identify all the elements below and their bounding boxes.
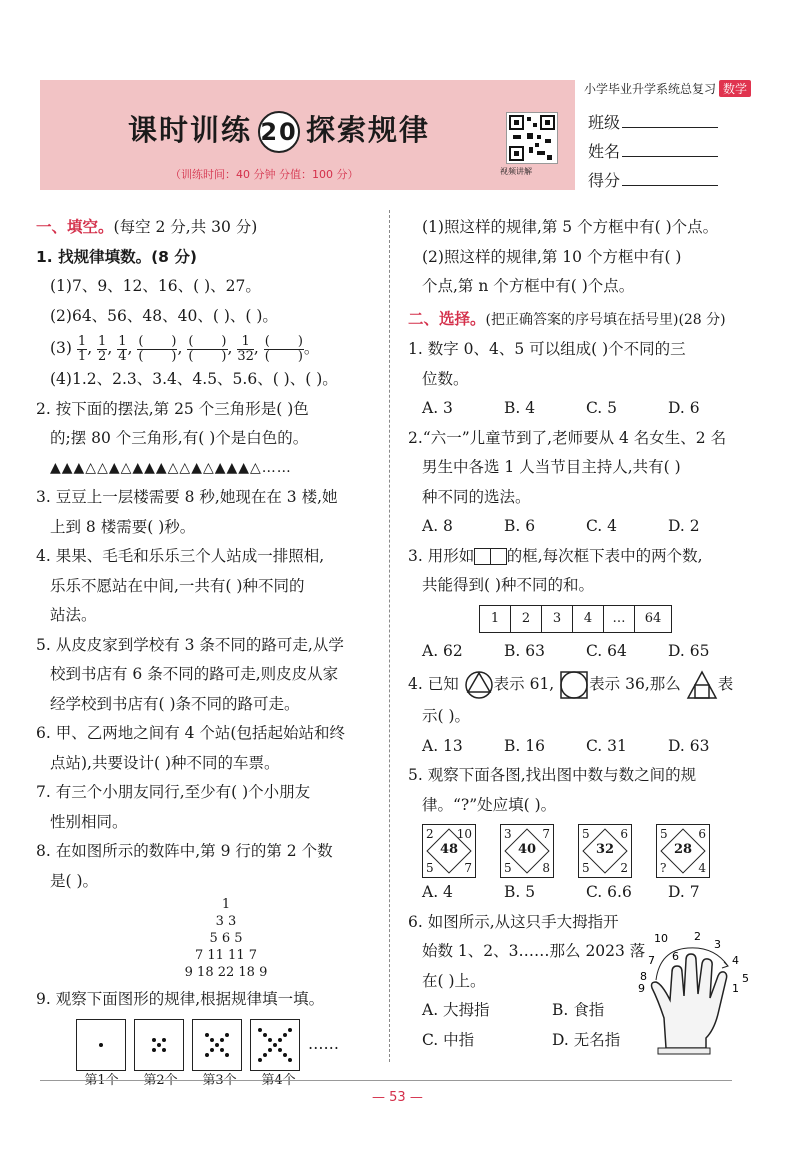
q4-line2: 乐乐不愿站在中间,一共有( )种不同的 — [50, 576, 305, 595]
option-d[interactable]: D. 65 — [668, 641, 710, 660]
table-cell: 3 — [541, 605, 573, 633]
q9-line1: 9. 观察下面图形的规律,根据规律填一填。 — [36, 990, 325, 1008]
table-cell: 2 — [510, 605, 542, 633]
fraction-blank: $\frac{( )}{( )}$ — [138, 333, 177, 364]
option-c[interactable]: C. 5 — [586, 399, 618, 417]
option-c[interactable]: C. 64 — [586, 641, 627, 660]
qr-code-icon[interactable] — [506, 112, 558, 164]
number-square: 5 6 32 5 2 — [578, 824, 632, 878]
s2-q4-options — [408, 732, 768, 762]
footer-rule — [40, 1080, 732, 1081]
circle-in-square-icon — [559, 670, 589, 700]
dot-pattern-row — [76, 1019, 381, 1071]
pyramid-row: 9 18 22 18 9 — [184, 965, 268, 980]
q9-sub3: 个点,第 n 个方框中有( )个点。 — [422, 277, 635, 295]
hand-number: 5 — [742, 972, 749, 985]
frame-box-icon — [490, 548, 507, 565]
name-field[interactable]: 姓名 — [588, 139, 718, 162]
q1-stem: 1. 找规律填数。(8 分) — [36, 247, 197, 266]
square-in-triangle-icon — [686, 670, 718, 700]
s2-q6-line1: 6. 如图所示,从这只手大拇指开 — [408, 912, 619, 931]
q7-line1: 7. 有三个小朋友同行,至少有( )个小朋友 — [36, 783, 311, 801]
option-a[interactable]: A. 62 — [422, 641, 463, 660]
s2-q5-line2: 律。“?”处应填( )。 — [422, 795, 557, 814]
q1-sub2: (2)64、56、48、40、( )、( )。 — [50, 306, 278, 325]
option-d[interactable]: D. 无名指 — [552, 1030, 621, 1049]
number-squares — [422, 824, 768, 878]
option-d[interactable]: D. 63 — [668, 736, 710, 755]
s2-q4-line2: 示( )。 — [422, 707, 471, 725]
pyramid-row: 3 3 — [215, 914, 237, 929]
right-column — [408, 213, 768, 1055]
option-b[interactable]: B. 6 — [504, 517, 536, 535]
s2-q2-options — [408, 512, 768, 542]
table-cell: 4 — [572, 605, 604, 633]
option-b[interactable]: B. 食指 — [552, 1001, 605, 1019]
page-title: 课时训练 20 探索规律 — [128, 108, 430, 153]
number-square: 2 10 48 5 7 — [422, 824, 476, 878]
table-cell: 1 — [479, 605, 511, 633]
s2-q2-line2: 男生中各选 1 人当节目主持人,共有( ) — [422, 458, 681, 476]
class-field[interactable]: 班级 — [588, 110, 718, 133]
option-c[interactable]: C. 4 — [586, 517, 618, 535]
hand-number: 6 — [672, 950, 679, 963]
hand-number: 1 — [732, 982, 739, 995]
score-field[interactable]: 得分 — [588, 168, 718, 191]
fraction: $\frac{1}{4}$ — [118, 333, 127, 364]
hand-number: 3 — [714, 938, 721, 951]
s2-q4-line1: 4. 已知 表示 61, 表示 36,那么 表 — [408, 666, 768, 702]
option-d[interactable]: D. 2 — [668, 517, 700, 535]
s2-q6-line2: 始数 1、2、3……那么 2023 落 — [422, 942, 646, 960]
hand-number: 10 — [654, 932, 668, 945]
s2-q1-options — [408, 394, 768, 424]
q8-line2: 是( )。 — [50, 871, 99, 890]
left-column — [36, 213, 381, 1091]
pattern-box-2 — [134, 1019, 184, 1071]
page-number: — 53 — — [372, 1090, 423, 1105]
s2-q3-options — [408, 637, 768, 667]
q2-line1: 2. 按下面的摆法,第 25 个三角形是( )色 — [36, 399, 309, 418]
hand-number: 9 — [638, 982, 645, 995]
pyramid-row: 5 6 5 — [209, 931, 243, 946]
number-square: 5 6 28 ? 4 — [656, 824, 710, 878]
q1-sub3: (3) $\frac{1}{1}$, $\frac{1}{2}$, $\frac{1}{4}$, $\frac{( )}{( )}$, $\frac{( )}{( )}$, $\frac{1}{32}$, $\frac{( )}{( )}$。 — [50, 333, 320, 364]
s2-q2-line1: 2.“六一”儿童节到了,老师要从 4 名女生、2 名 — [408, 428, 727, 447]
subject-tag: 数学 — [719, 80, 751, 97]
number-pyramid — [126, 896, 326, 981]
fraction-blank: $\frac{( )}{( )}$ — [188, 333, 227, 364]
series-label: 小学毕业升学系统总复习 数学 — [584, 80, 751, 97]
q5-line3: 经学校到书店有( )条不同的路可走。 — [50, 694, 300, 713]
hand-number: 4 — [732, 954, 739, 967]
option-a[interactable]: A. 4 — [422, 883, 453, 901]
hand-number: 2 — [694, 930, 701, 943]
number-square: 3 7 40 5 8 — [500, 824, 554, 878]
option-c[interactable]: C. 31 — [586, 736, 627, 755]
fraction-blank: $\frac{( )}{( )}$ — [264, 333, 303, 364]
pyramid-row: 1 — [221, 897, 231, 912]
q4-line3: 站法。 — [50, 606, 97, 624]
s2-q5-options — [408, 878, 768, 908]
column-divider — [389, 210, 390, 1062]
option-b[interactable]: B. 16 — [504, 736, 545, 755]
fraction: $\frac{1}{2}$ — [98, 333, 107, 364]
banner-subtitle: （训练时间：40 分钟 分值：100 分） — [170, 168, 359, 181]
s2-q3-line1: 3. 用形如 的框,每次框下表中的两个数, — [408, 546, 703, 565]
q5-line2: 校到书店有 6 条不同的路可走,则皮皮从家 — [50, 665, 339, 683]
lesson-number: 20 — [258, 111, 300, 153]
q4-line1: 4. 果果、毛毛和乐乐三个人站成一排照相, — [36, 547, 325, 565]
s2-q6-line3: 在( )上。 — [422, 971, 486, 990]
option-c[interactable]: C. 6.6 — [586, 883, 632, 901]
q6-line1: 6. 甲、乙两地之间有 4 个站(包括起始站和终 — [36, 724, 345, 742]
s2-q2-line3: 种不同的选法。 — [422, 487, 531, 506]
option-a[interactable]: A. 8 — [422, 517, 453, 535]
pattern-labels: 第1个 第2个 第3个 第4个 — [84, 1072, 296, 1088]
option-a[interactable]: A. 大拇指 — [422, 1001, 490, 1019]
s2-q1-line2: 位数。 — [422, 369, 469, 388]
frame-box-icon — [474, 548, 491, 565]
q3-line1: 3. 豆豆上一层楼需要 8 秒,她现在在 3 楼,她 — [36, 488, 338, 506]
hand-number: 7 — [648, 954, 655, 967]
pattern-box-3 — [192, 1019, 242, 1071]
option-d[interactable]: D. 7 — [668, 883, 700, 901]
q3-line2: 上到 8 楼需要( )秒。 — [50, 517, 196, 536]
fraction: $\frac{1}{1}$ — [77, 333, 87, 364]
section1-heading: 一、填空。(每空 2 分,共 30 分) — [36, 218, 258, 236]
option-b[interactable]: B. 5 — [504, 883, 536, 901]
q1-sub4: (4)1.2、2.3、3.4、4.5、5.6、( )、( )。 — [50, 370, 338, 388]
triangle-in-circle-icon — [464, 670, 494, 700]
option-c[interactable]: C. 中指 — [422, 1030, 475, 1049]
pyramid-row: 7 11 11 7 — [194, 948, 258, 963]
triangle-sequence: ▲▲▲△△▲△▲▲▲△△▲△▲▲▲△…… — [50, 459, 292, 476]
s2-q1-line1: 1. 数字 0、4、5 可以组成( )个不同的三 — [408, 340, 686, 358]
s2-q5-line1: 5. 观察下面各图,找出图中数与数之间的规 — [408, 766, 697, 784]
q2-line2: 的;摆 80 个三角形,有( )个是白色的。 — [50, 429, 309, 447]
option-a[interactable]: A. 3 — [422, 399, 453, 417]
s2-q3-line2: 共能得到( )种不同的和。 — [422, 576, 595, 594]
hand-number: 8 — [640, 970, 647, 983]
q1-sub1: (1)7、9、12、16、( )、27。 — [50, 277, 261, 295]
q7-line2: 性别相同。 — [50, 812, 128, 831]
pattern-box-1 — [76, 1019, 126, 1071]
q9-sub1: (1)照这样的规律,第 5 个方框中有( )个点。 — [422, 218, 719, 236]
title-banner — [40, 80, 575, 190]
pattern-ellipsis: …… — [308, 1034, 339, 1053]
fraction: $\frac{1}{32}$ — [237, 333, 254, 364]
q6-line2: 点站),共要设计( )种不同的车票。 — [50, 753, 280, 772]
option-d[interactable]: D. 6 — [668, 399, 700, 417]
option-a[interactable]: A. 13 — [422, 736, 463, 755]
pattern-box-4 — [250, 1019, 300, 1071]
q9-sub2: (2)照这样的规律,第 10 个方框中有( ) — [422, 247, 682, 266]
table-cell: 64 — [634, 605, 672, 633]
table-cell: … — [603, 605, 635, 633]
option-b[interactable]: B. 4 — [504, 399, 536, 417]
hand-icon — [636, 930, 766, 1059]
option-b[interactable]: B. 63 — [504, 641, 545, 660]
number-table — [480, 605, 768, 633]
section2-heading: 二、选择。(把正确答案的序号填在括号里)(28 分) — [408, 309, 726, 328]
q5-line1: 5. 从皮皮家到学校有 3 条不同的路可走,从学 — [36, 635, 344, 654]
q8-line1: 8. 在如图所示的数阵中,第 9 行的第 2 个数 — [36, 842, 333, 860]
qr-caption: 视频讲解 — [500, 167, 532, 176]
